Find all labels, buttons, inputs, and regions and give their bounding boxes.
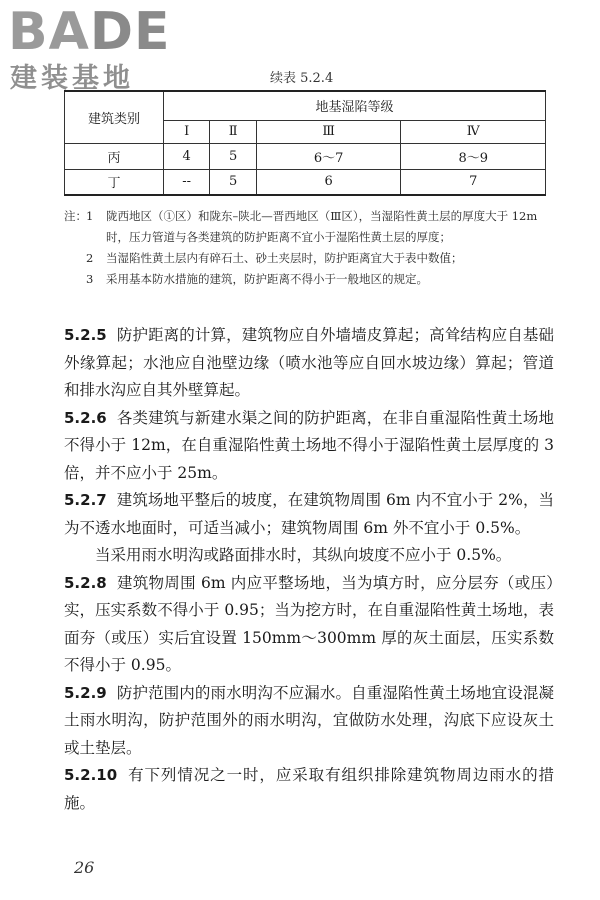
value-cell: 5 <box>210 169 257 195</box>
clause-text: 有下列情况之一时，应采取有组织排除建筑物周边雨水的措施。 <box>64 766 554 812</box>
note-number: 3 <box>86 272 94 286</box>
clause-5-2-5 <box>64 322 554 405</box>
clause-number: 5.2.8 <box>64 573 107 592</box>
clause-5-2-7 <box>64 487 554 570</box>
clause-5-2-6 <box>64 405 554 488</box>
collapsible-loess-distance-table <box>64 90 546 196</box>
clause-text: 建筑物周围 6m 内应平整场地，当为填方时，应分层夯（或压）实，压实系数不得小于 0.95；当为挖方时，在自重湿陷性黄土场地，表面夯（或压）实后宜设置 150mm～300mm 厚的灰土面层，压实系数不得小于 0.95。 <box>64 573 554 674</box>
clause-5-2-8 <box>64 570 554 680</box>
bade-logo <box>8 4 178 95</box>
value-cell: -- <box>164 169 210 195</box>
table-notes <box>64 206 549 290</box>
table-caption: 续表 5.2.4 <box>270 71 334 86</box>
note-text: 采用基本防水措施的建筑，防护距离不得小于一般地区的规定。 <box>106 272 428 286</box>
clause-5-2-9 <box>64 680 554 763</box>
group-header-collapse-grade: 地基湿陷等级 <box>164 91 546 120</box>
clause-number: 5.2.9 <box>64 683 107 702</box>
value-cell: 6～7 <box>256 143 401 169</box>
page-number: 26 <box>74 858 95 877</box>
clause-paragraph: 当采用雨水明沟或路面排水时，其纵向坡度不应小于 0.5%。 <box>95 546 512 564</box>
note-text: 当湿陷性黄土层内有碎石土、砂土夹层时，防护距离宜大于表中数值； <box>106 251 463 265</box>
note-text: 陇西地区（①区）和陇东–陕北—晋西地区（Ⅲ区），当湿陷性黄土层的厚度大于 12m 时，压力管道与各类建筑的防护距离不宜小于湿陷性黄土层的厚度； <box>106 209 538 244</box>
clause-5-2-10 <box>64 762 554 817</box>
note-number: 1 <box>86 209 94 223</box>
value-cell: 4 <box>164 143 210 169</box>
value-cell: 7 <box>401 169 546 195</box>
clause-text: 建筑场地平整后的坡度，在建筑物周围 6m 内不宜小于 2%，当为不透水地面时，可适当减小；建筑物周围 6m 外不宜小于 0.5%。 <box>64 491 554 537</box>
level-header: Ⅲ <box>256 120 401 143</box>
level-header: Ⅳ <box>401 120 546 143</box>
clause-text: 各类建筑与新建水渠之间的防护距离，在非自重湿陷性黄土场地不得小于 12m，在自重湿陷性黄土场地不得小于湿陷性黄土层厚度的 3 倍，并不应小于 25m。 <box>64 408 554 482</box>
clause-text: 防护范围内的雨水明沟不应漏水。自重湿陷性黄土场地宜设混凝土雨水明沟，防护范围外的雨水明沟，宜做防水处理，沟底下应设灰土或土垫层。 <box>64 683 554 757</box>
value-cell: 5 <box>210 143 257 169</box>
table-row <box>65 143 546 169</box>
value-cell: 6 <box>256 169 401 195</box>
category-cell: 丙 <box>65 143 164 169</box>
clause-number: 5.2.10 <box>64 766 118 784</box>
clause-number: 5.2.7 <box>64 491 107 509</box>
note-item <box>64 206 549 248</box>
notes-lead: 注： <box>64 209 87 223</box>
logo-wordmark: BADE <box>8 2 171 62</box>
value-cell: 8～9 <box>401 143 546 169</box>
level-header: Ⅰ <box>164 120 210 143</box>
logo-subtitle: 建装基地 <box>10 63 134 94</box>
category-cell: 丁 <box>65 169 164 195</box>
clause-body <box>64 322 554 817</box>
row-header-building-category: 建筑类别 <box>65 91 164 143</box>
clause-number: 5.2.6 <box>64 408 107 427</box>
note-number: 2 <box>86 251 94 265</box>
clause-text: 防护距离的计算，建筑物应自外墙墙皮算起；高耸结构应自基础外缘算起；水池应自池壁边缘（喷水池等应自回水坡边缘）算起；管道和排水沟应自其外壁算起。 <box>64 326 554 399</box>
note-item <box>64 248 549 269</box>
note-item <box>64 269 549 290</box>
clause-number: 5.2.5 <box>64 326 107 344</box>
level-header: Ⅱ <box>210 120 257 143</box>
table-row <box>65 169 546 195</box>
